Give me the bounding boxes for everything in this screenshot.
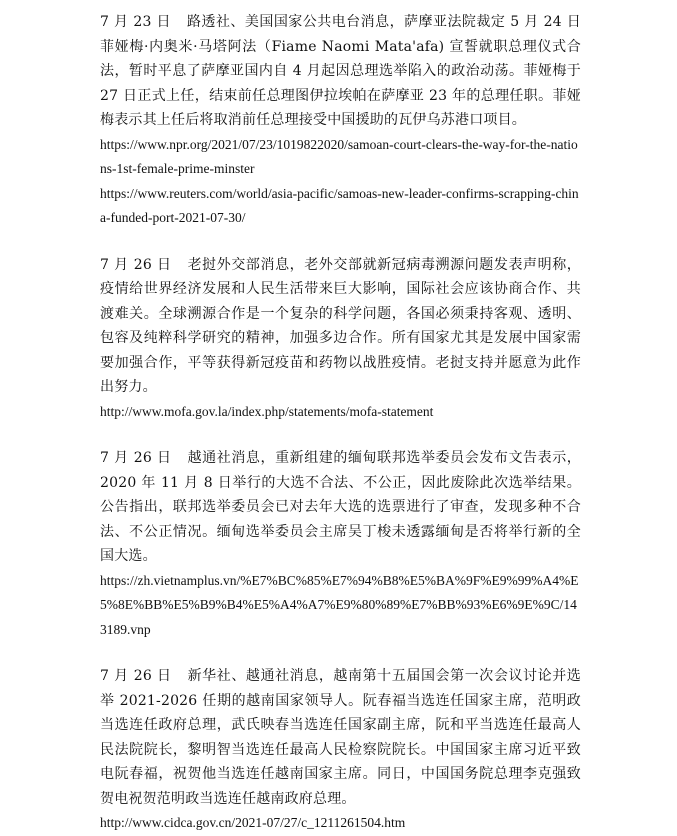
entry-paragraph [100, 664, 581, 811]
source-link[interactable]: https://www.npr.org/2021/07/23/1019822020/samoan-court-clears-the-way-for-the-nations-1st-female-prime-minster [100, 136, 578, 176]
source-link[interactable]: http://www.cidca.gov.cn/2021-07/27/c_1211261504.htm [100, 815, 406, 830]
news-entry [100, 446, 581, 642]
entry-text: 路透社、美国国家公共电台消息，萨摩亚法院裁定 5 月 24 日菲娅梅·内奥米·马塔阿法（Fiame Naomi Mata'afa) 宣誓就职总理仪式合法，暂时平息了萨摩亚国内自 4 月起因总理选举陷入的政治动荡。菲娅梅于 27 日正式上任，结束前任总理图伊拉埃帕在萨摩亚 23 年的总理任职。菲娅梅表示其上任后将取消前任总理接受中国援助的瓦伊乌苏港口项目。 [100, 14, 581, 128]
source-link[interactable]: http://www.mofa.gov.la/index.php/statements/mofa-statement [100, 403, 434, 419]
entry-date: 7 月 23 日 [100, 14, 172, 30]
entry-paragraph [100, 446, 581, 569]
entry-date: 7 月 26 日 [100, 668, 172, 684]
entry-paragraph [100, 10, 581, 133]
entry-text: 越通社消息，重新组建的缅甸联邦选举委员会发布文告表示，2020 年 11 月 8 日举行的大选不合法、不公正，因此废除此次选举结果。公告指出，联邦选举委员会已对去年大选的选票进行了审查，发现多种不合法、不公正情况。缅甸选举委员会主席吴丁梭未透露缅甸是否将举行新的全国大选。 [100, 450, 581, 564]
news-entry [100, 10, 581, 231]
entry-text: 新华社、越通社消息，越南第十五届国会第一次会议讨论并选举 2021-2026 任期的越南国家领导人。阮春福当选连任国家主席，范明政当选连任政府总理，武氏映春当选连任国家副主席，阮和平当选连任最高人民法院院长，黎明智当选连任最高人民检察院院长。中国国家主席习近平致电阮春福，祝贺他当选连任越南国家主席。同日，中国国务院总理李克强致贺电祝贺范明政当选连任越南政府总理。 [100, 668, 581, 807]
entry-date: 7 月 26 日 [100, 256, 172, 273]
source-link[interactable]: https://www.reuters.com/world/asia-pacific/samoas-new-leader-confirms-scrapping-china-funded-port-2021-07-30/ [100, 185, 579, 225]
source-link[interactable]: https://zh.vietnamplus.vn/%E7%BC%85%E7%94%B8%E5%BA%9F%E9%99%A4%E5%8E%BB%E5%B9%B4%E5%A4%A7%E9%80%89%E7%BB%93%E6%9E%9C/143189.vnp [100, 572, 579, 637]
entry-date: 7 月 26 日 [100, 450, 172, 466]
entry-text: 老挝外交部消息，老外交部就新冠病毒溯源问题发表声明称，疫情给世界经济发展和人民生活带来巨大影响，国际社会应该协商合作、共渡难关。全球溯源合作是一个复杂的科学问题，各国必须秉持客观、透明、包容及纯粹科学研究的精神，加强多边合作。所有国家尤其是发展中国家需要加强合作，平等获得新冠疫苗和药物以战胜疫情。老挝支持并愿意为此作出努力。 [100, 256, 581, 395]
news-entry [100, 253, 581, 425]
entry-paragraph [100, 253, 581, 400]
